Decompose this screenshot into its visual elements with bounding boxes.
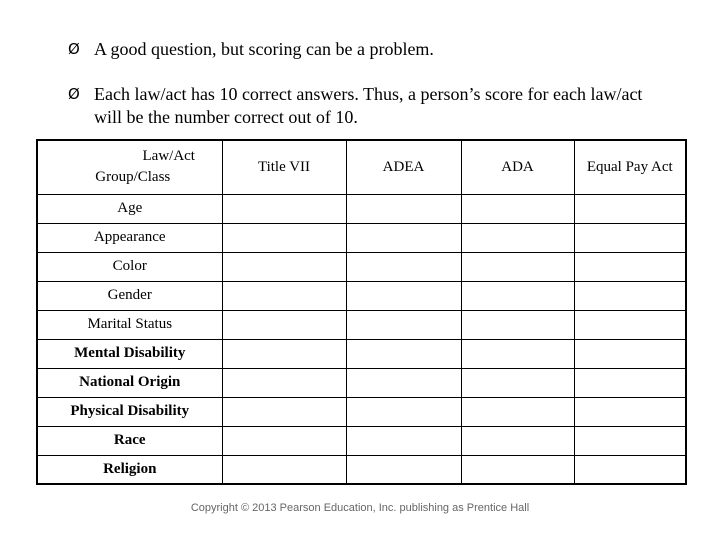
answer-cell[interactable] (461, 397, 574, 426)
answer-cell[interactable] (346, 426, 461, 455)
answer-cell[interactable] (222, 252, 346, 281)
answer-cell[interactable] (222, 194, 346, 223)
bullet-2 (68, 83, 668, 129)
row-label: Religion (37, 455, 222, 484)
answer-cell[interactable] (574, 426, 686, 455)
answer-cell[interactable] (574, 223, 686, 252)
arrow-bullet-icon: Ø (68, 85, 80, 103)
answer-cell[interactable] (461, 339, 574, 368)
answer-cell[interactable] (461, 223, 574, 252)
row-label: Age (37, 194, 222, 223)
table-row (37, 397, 686, 426)
corner-header (37, 140, 222, 194)
table-row (37, 281, 686, 310)
answer-cell[interactable] (574, 368, 686, 397)
table-row (37, 455, 686, 484)
answer-cell[interactable] (222, 455, 346, 484)
copyright-footer: Copyright © 2013 Pearson Education, Inc. publishing as Prentice Hall (190, 502, 530, 514)
corner-group-class: Group/Class (95, 169, 171, 186)
col-header-ada: ADA (461, 140, 574, 194)
answer-cell[interactable] (222, 368, 346, 397)
answer-cell[interactable] (346, 252, 461, 281)
answer-cell[interactable] (346, 455, 461, 484)
answer-cell[interactable] (461, 455, 574, 484)
col-header-title-vii: Title VII (222, 140, 346, 194)
table-header-row (37, 140, 686, 194)
table-row (37, 310, 686, 339)
row-label: Color (37, 252, 222, 281)
answer-cell[interactable] (574, 339, 686, 368)
answer-cell[interactable] (574, 310, 686, 339)
answer-cell[interactable] (574, 455, 686, 484)
answer-cell[interactable] (346, 310, 461, 339)
bullet-1-text: A good question, but scoring can be a problem. (94, 39, 434, 59)
answer-cell[interactable] (461, 310, 574, 339)
corner-law-act: Law/Act (142, 148, 195, 165)
answer-cell[interactable] (222, 223, 346, 252)
answer-cell[interactable] (461, 281, 574, 310)
bullet-1 (68, 38, 668, 61)
answer-cell[interactable] (574, 194, 686, 223)
row-label: Race (37, 426, 222, 455)
row-label: Physical Disability (37, 397, 222, 426)
answer-cell[interactable] (346, 223, 461, 252)
arrow-bullet-icon: Ø (68, 40, 80, 58)
table-row (37, 194, 686, 223)
law-group-table (36, 139, 687, 485)
row-label: Mental Disability (37, 339, 222, 368)
row-label: Gender (37, 281, 222, 310)
answer-cell[interactable] (461, 252, 574, 281)
row-label: Appearance (37, 223, 222, 252)
answer-cell[interactable] (461, 368, 574, 397)
answer-cell[interactable] (346, 368, 461, 397)
bullet-2-text: Each law/act has 10 correct answers. Thus, a person’s score for each law/act will be the number correct out of 10. (94, 84, 643, 127)
table-row (37, 368, 686, 397)
table-row (37, 223, 686, 252)
answer-cell[interactable] (574, 252, 686, 281)
answer-cell[interactable] (222, 339, 346, 368)
answer-cell[interactable] (222, 397, 346, 426)
answer-cell[interactable] (461, 194, 574, 223)
answer-cell[interactable] (222, 426, 346, 455)
answer-cell[interactable] (346, 194, 461, 223)
table-row (37, 339, 686, 368)
col-header-adea: ADEA (346, 140, 461, 194)
row-label: National Origin (37, 368, 222, 397)
answer-cell[interactable] (574, 397, 686, 426)
answer-cell[interactable] (346, 397, 461, 426)
col-header-equal-pay-act: Equal Pay Act (574, 140, 686, 194)
answer-cell[interactable] (346, 281, 461, 310)
answer-cell[interactable] (574, 281, 686, 310)
table-row (37, 426, 686, 455)
row-label: Marital Status (37, 310, 222, 339)
answer-cell[interactable] (461, 426, 574, 455)
answer-cell[interactable] (346, 339, 461, 368)
answer-cell[interactable] (222, 310, 346, 339)
table-row (37, 252, 686, 281)
answer-cell[interactable] (222, 281, 346, 310)
